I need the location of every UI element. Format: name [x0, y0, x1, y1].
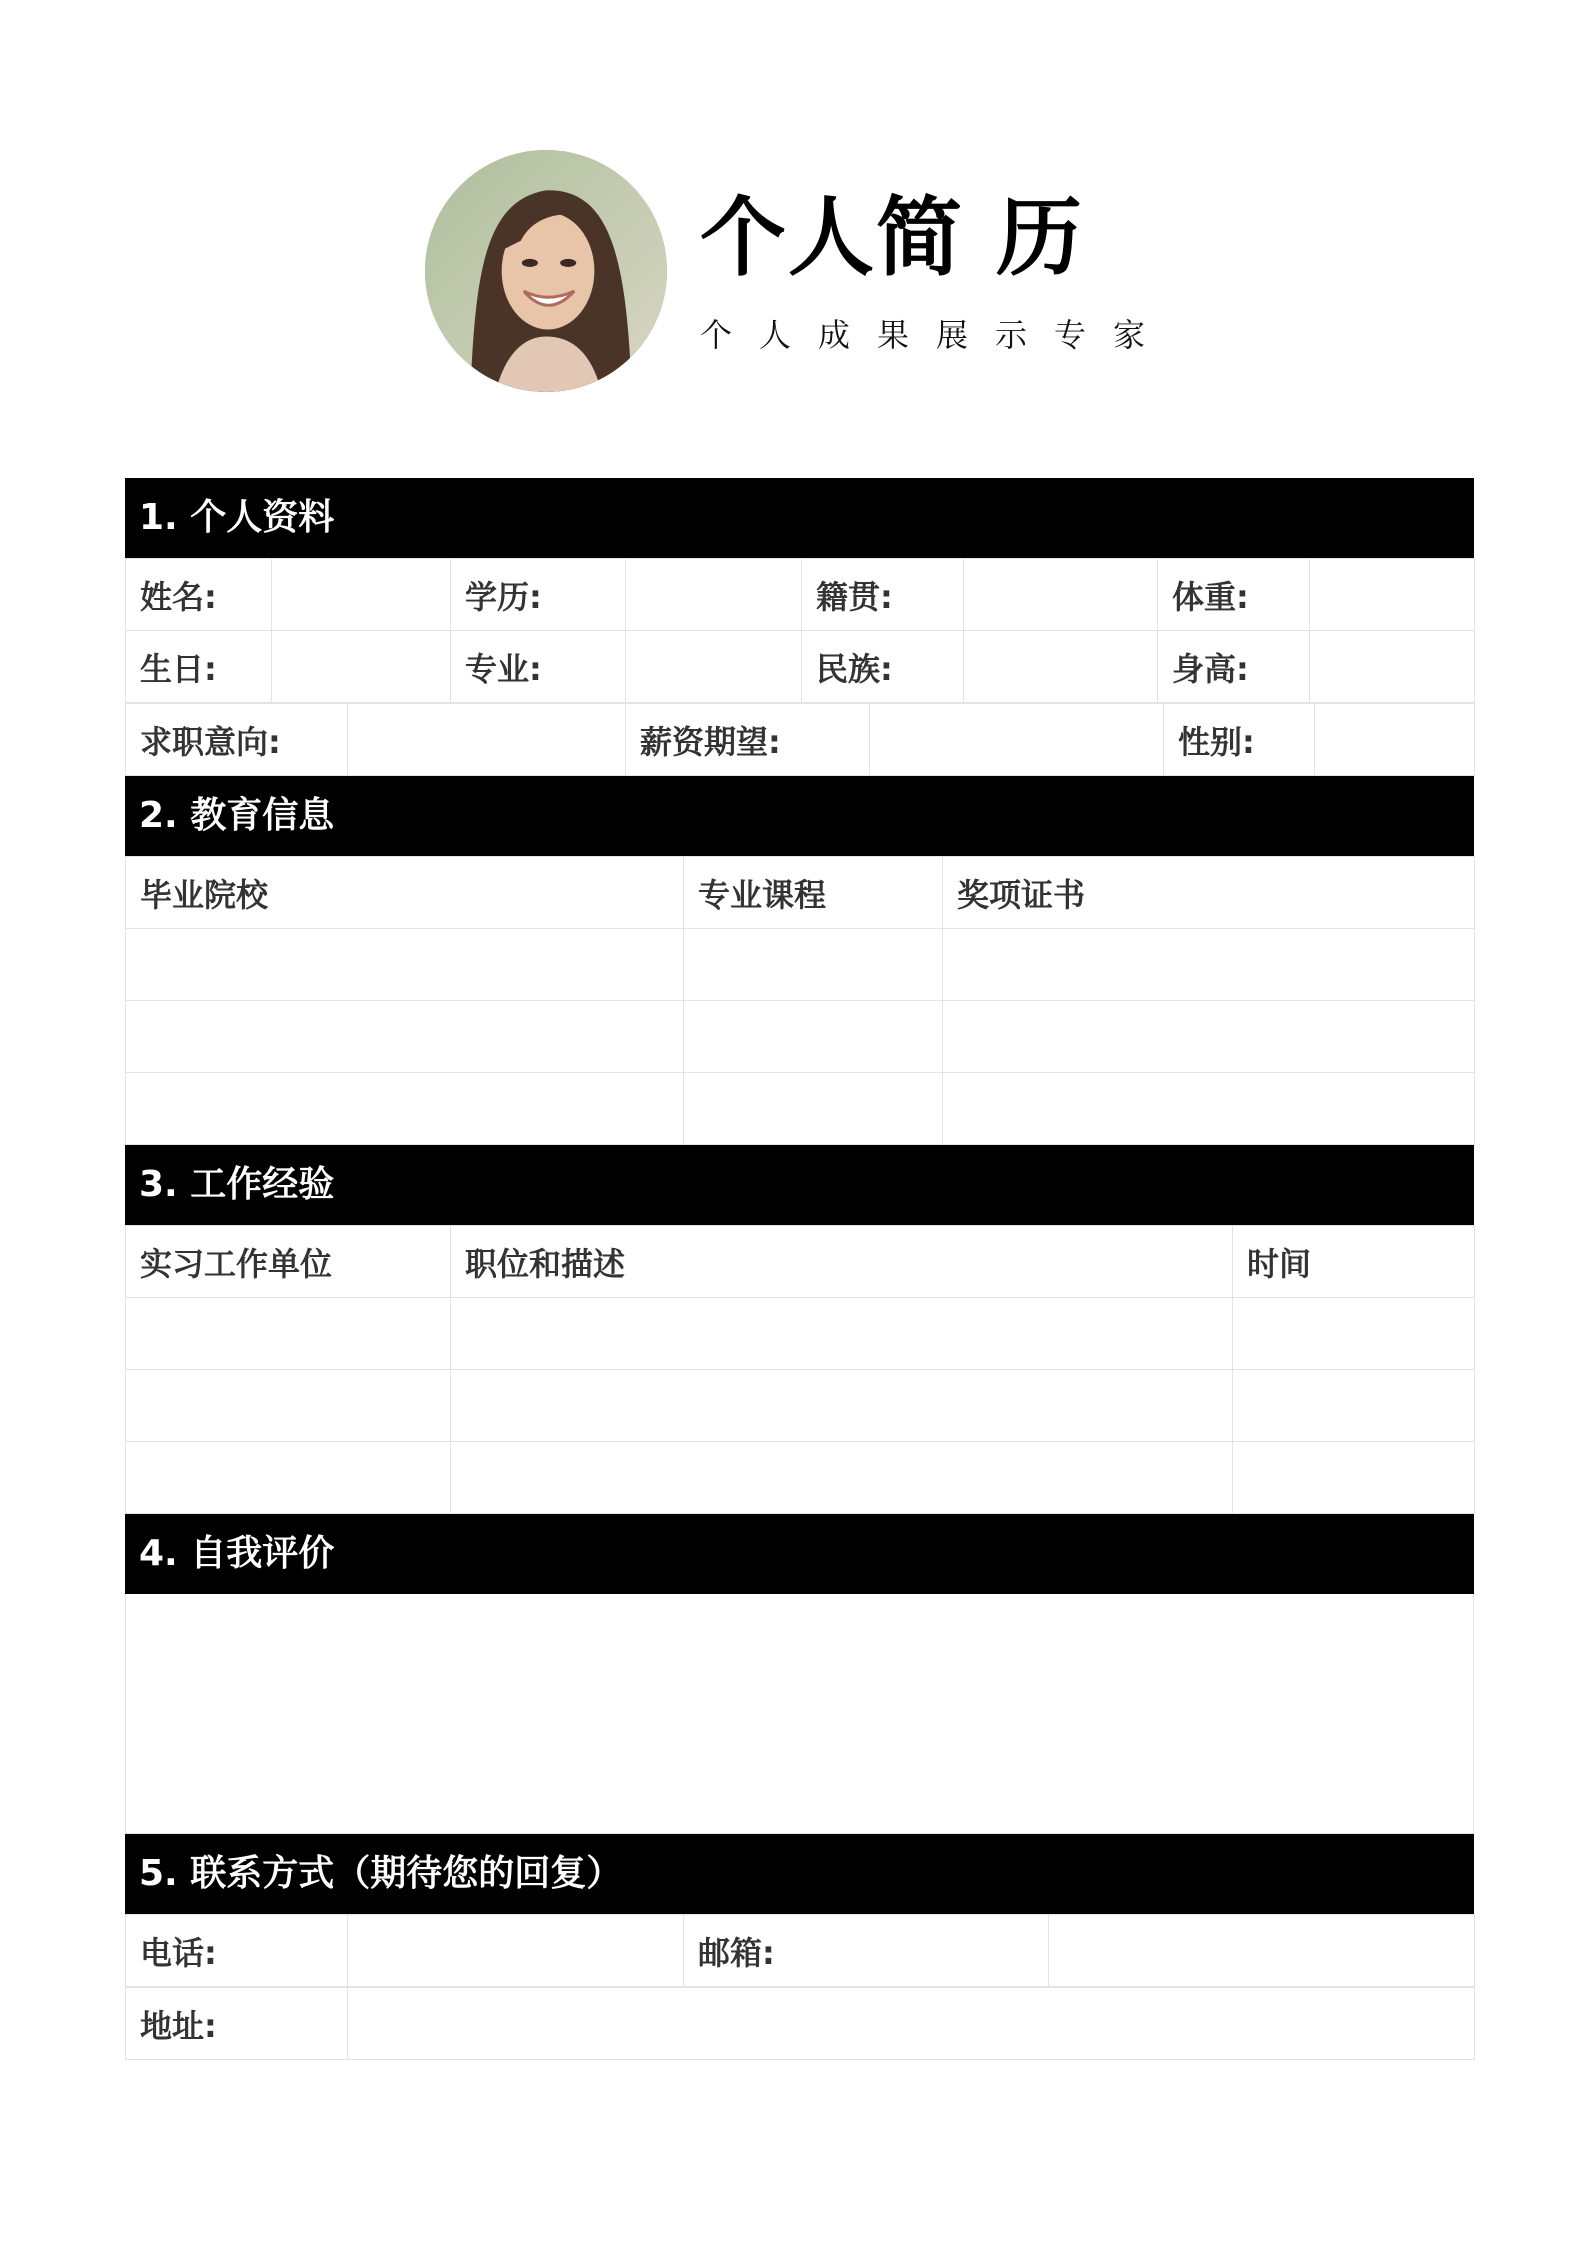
gender-label: 性别: — [1164, 704, 1315, 776]
work-cell[interactable] — [1233, 1442, 1475, 1514]
job-intention-field[interactable] — [348, 704, 626, 776]
work-cell[interactable] — [1233, 1370, 1475, 1442]
education-cell[interactable] — [943, 929, 1475, 1001]
work-cell[interactable] — [451, 1298, 1233, 1370]
name-label: 姓名: — [126, 559, 272, 631]
address-field[interactable] — [348, 1988, 1475, 2060]
education-cell[interactable] — [684, 1001, 943, 1073]
education-cell[interactable] — [126, 929, 684, 1001]
section-personal-title: 1. 个人资料 — [125, 478, 1474, 558]
work-cell[interactable] — [451, 1442, 1233, 1514]
table-row — [126, 1370, 1475, 1442]
contact-table — [125, 1914, 1475, 1987]
work-cell[interactable] — [1233, 1298, 1475, 1370]
height-field[interactable] — [1310, 631, 1475, 703]
name-field[interactable] — [272, 559, 451, 631]
table-row — [126, 1298, 1475, 1370]
email-label: 邮箱: — [684, 1915, 1049, 1987]
weight-field[interactable] — [1310, 559, 1475, 631]
job-intention-label: 求职意向: — [126, 704, 348, 776]
email-field[interactable] — [1049, 1915, 1475, 1987]
contact-table-address — [125, 1987, 1475, 2060]
table-row — [126, 1915, 1475, 1987]
avatar — [425, 150, 667, 392]
work-header-position: 职位和描述 — [451, 1226, 1233, 1298]
hometown-label: 籍贯: — [802, 559, 964, 631]
resume-header — [0, 0, 1587, 420]
gender-field[interactable] — [1315, 704, 1475, 776]
avatar-photo-icon — [425, 150, 667, 392]
education-cell[interactable] — [943, 1073, 1475, 1145]
section-contact-title: 5. 联系方式（期待您的回复） — [125, 1834, 1474, 1914]
birthday-label: 生日: — [126, 631, 272, 703]
page-title: 个人简 历 — [700, 188, 1084, 288]
education-table — [125, 856, 1475, 1145]
major-field[interactable] — [626, 631, 802, 703]
table-row — [126, 1073, 1475, 1145]
table-row — [126, 1442, 1475, 1514]
major-label: 专业: — [451, 631, 626, 703]
personal-info-table-row3 — [125, 703, 1475, 776]
weight-label: 体重: — [1158, 559, 1310, 631]
education-header-school: 毕业院校 — [126, 857, 684, 929]
education-header-awards: 奖项证书 — [943, 857, 1475, 929]
phone-label: 电话: — [126, 1915, 348, 1987]
work-cell[interactable] — [451, 1370, 1233, 1442]
personal-info-table — [125, 558, 1475, 703]
table-row — [126, 704, 1475, 776]
section-work-title: 3. 工作经验 — [125, 1145, 1474, 1225]
work-cell[interactable] — [126, 1298, 451, 1370]
table-row — [126, 1988, 1475, 2060]
page-subtitle: 个人成果展示专家 — [700, 316, 1173, 354]
table-row — [126, 631, 1475, 703]
phone-field[interactable] — [348, 1915, 684, 1987]
section-education-title: 2. 教育信息 — [125, 776, 1474, 856]
birthday-field[interactable] — [272, 631, 451, 703]
ethnicity-field[interactable] — [964, 631, 1158, 703]
education-label: 学历: — [451, 559, 626, 631]
work-header-company: 实习工作单位 — [126, 1226, 451, 1298]
table-row — [126, 1001, 1475, 1073]
salary-field[interactable] — [870, 704, 1164, 776]
hometown-field[interactable] — [964, 559, 1158, 631]
education-cell[interactable] — [126, 1001, 684, 1073]
address-label: 地址: — [126, 1988, 348, 2060]
work-header-time: 时间 — [1233, 1226, 1475, 1298]
table-header-row — [126, 857, 1475, 929]
ethnicity-label: 民族: — [802, 631, 964, 703]
work-table — [125, 1225, 1475, 1514]
height-label: 身高: — [1158, 631, 1310, 703]
salary-label: 薪资期望: — [626, 704, 870, 776]
table-row — [126, 929, 1475, 1001]
section-self-eval-title: 4. 自我评价 — [125, 1514, 1474, 1594]
education-cell[interactable] — [684, 1073, 943, 1145]
education-cell[interactable] — [126, 1073, 684, 1145]
education-cell[interactable] — [684, 929, 943, 1001]
resume-form — [125, 478, 1474, 2060]
table-row — [126, 559, 1475, 631]
education-cell[interactable] — [943, 1001, 1475, 1073]
education-field[interactable] — [626, 559, 802, 631]
work-cell[interactable] — [126, 1370, 451, 1442]
table-header-row — [126, 1226, 1475, 1298]
education-header-courses: 专业课程 — [684, 857, 943, 929]
self-eval-field[interactable] — [125, 1594, 1474, 1834]
work-cell[interactable] — [126, 1442, 451, 1514]
